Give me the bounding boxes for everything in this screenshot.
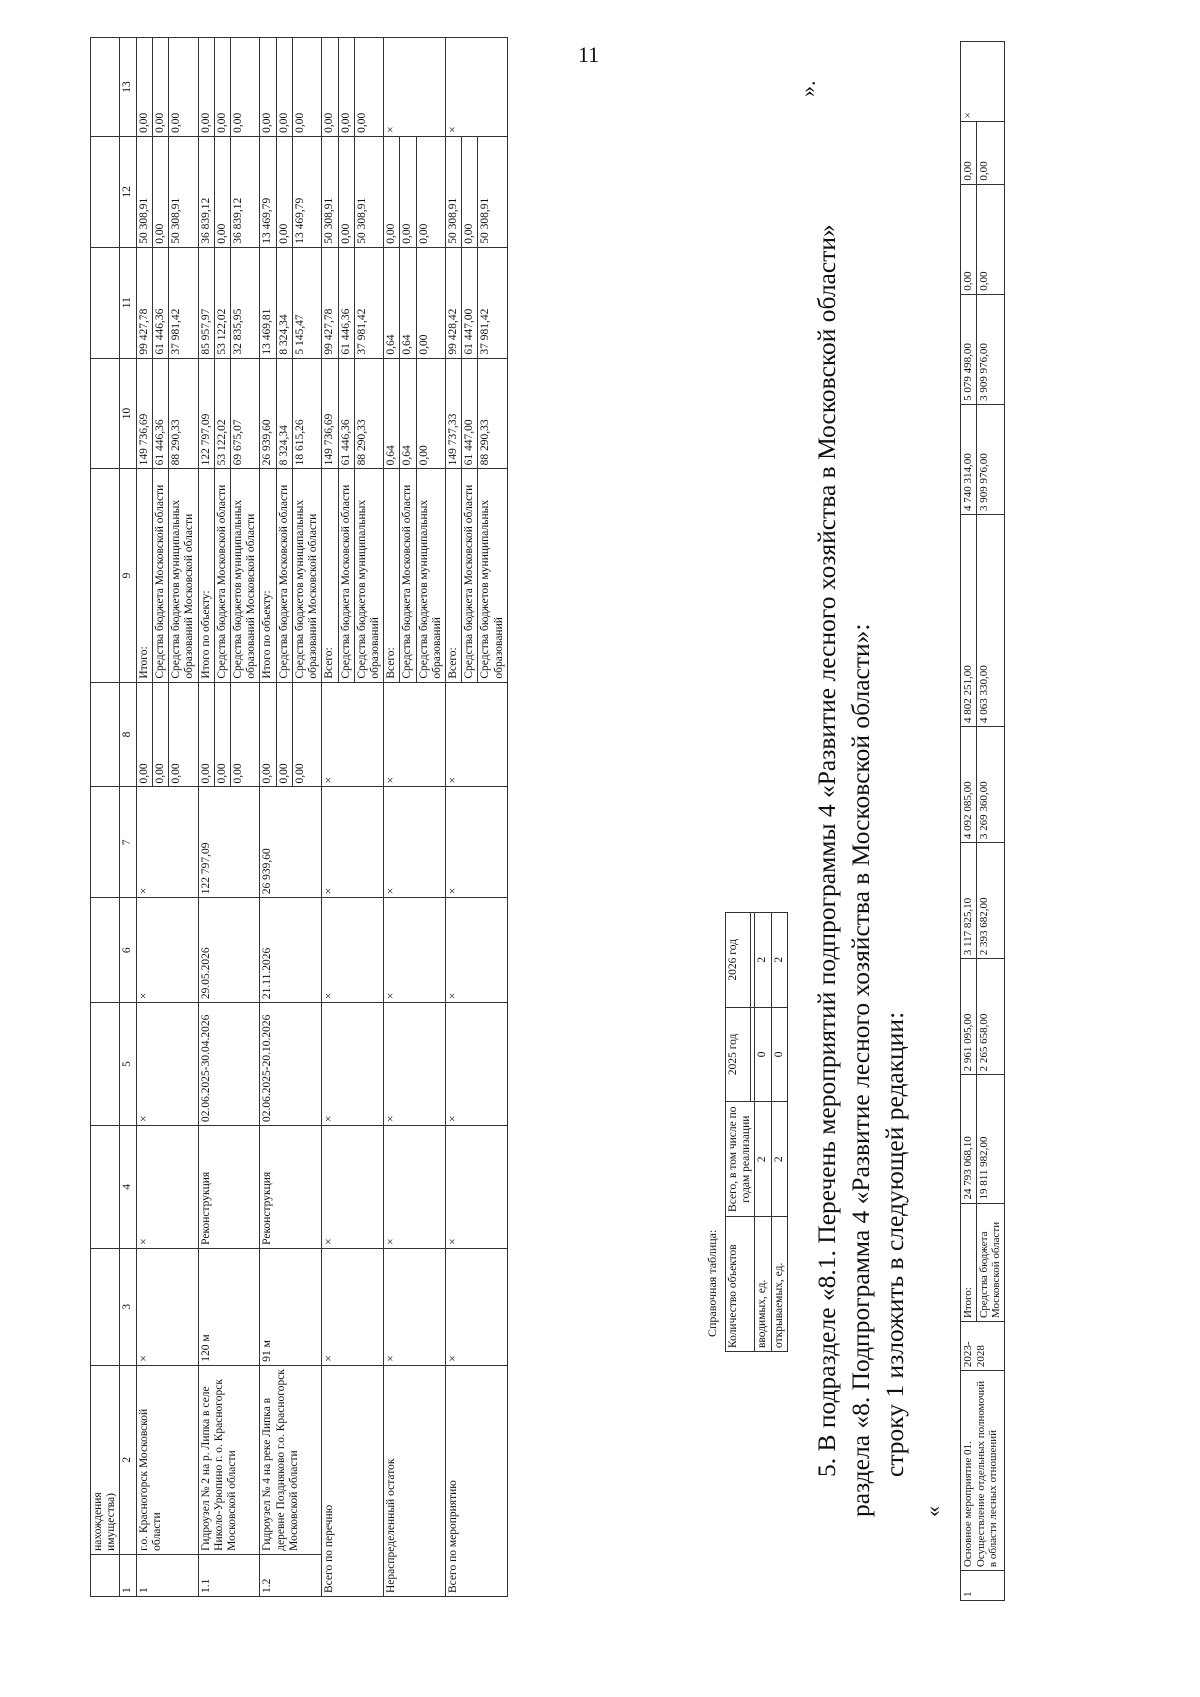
col8-value: ×	[384, 682, 446, 787]
amount: 0,64	[384, 358, 400, 469]
amount: 50 308,91	[136, 136, 152, 247]
work-period: ×	[322, 1003, 384, 1126]
commission-date: ×	[322, 898, 384, 1003]
finance-source: Итого по объекту:	[198, 469, 214, 682]
ref-cell: 2	[771, 913, 787, 1008]
opening-quote: «	[920, 1506, 945, 1517]
amount: 37 981,42	[354, 247, 383, 358]
fin-source: Итого:	[961, 1203, 977, 1322]
amount: 149 736,69	[322, 358, 338, 469]
amount: 0,00	[322, 38, 338, 137]
amount: 3 909 976,00	[976, 404, 1004, 514]
col-num: 1	[120, 1554, 136, 1596]
amount: 2 265 658,00	[976, 959, 1004, 1075]
amount: 3 117 825,10	[961, 843, 977, 959]
col8-value: 0,00	[276, 682, 292, 787]
amount: 88 290,33	[169, 358, 198, 469]
finance-source: Средства бюджета Московской области	[214, 469, 230, 682]
finance-source: Средства бюджета Московской области	[462, 469, 478, 682]
amount: 0,00	[961, 184, 977, 294]
main-table-body	[136, 38, 507, 1597]
amount: 0,64	[384, 247, 400, 358]
amount: 61 447,00	[462, 358, 478, 469]
finance-source: Средства бюджетов муниципальных образований	[354, 469, 383, 682]
col-num: 7	[120, 787, 136, 898]
amount: 61 446,36	[152, 247, 168, 358]
col13-value: ×	[384, 38, 446, 137]
finance-source: Итого по объекту:	[260, 469, 276, 682]
col-num: 11	[120, 247, 136, 358]
work-type: ×	[136, 1125, 198, 1248]
object-name: г.о. Красногорск Московской области	[136, 1365, 198, 1554]
activity-x: ×	[961, 42, 1005, 122]
amount: 4 092 085,00	[961, 726, 977, 842]
amount: 88 290,33	[478, 358, 507, 469]
amount: 0,00	[400, 136, 416, 247]
finance-source: Итого:	[136, 469, 152, 682]
finance-source: Средства бюджета Московской области	[152, 469, 168, 682]
amount: 149 736,69	[136, 358, 152, 469]
amount: 13 469,79	[260, 136, 276, 247]
col-num: 13	[120, 38, 136, 137]
page-number: 11	[578, 42, 600, 67]
amount: 99 427,78	[136, 247, 152, 358]
amount: 53 122,02	[214, 358, 230, 469]
ref-cell: 2	[755, 913, 771, 1008]
work-period: ×	[384, 1003, 446, 1126]
amount: 0,00	[416, 247, 445, 358]
amount: 24 793 068,10	[961, 1075, 977, 1203]
amount: 2 393 682,00	[976, 843, 1004, 959]
amount: 0,00	[276, 136, 292, 247]
amount: 36 839,12	[198, 136, 214, 247]
cost-limit: 26 939,60	[260, 787, 322, 898]
finance-source: Средства бюджетов муниципальных образований	[416, 469, 445, 682]
amount: 2 961 095,00	[961, 959, 977, 1075]
row-label: Нераспределенный остаток	[384, 1365, 446, 1596]
amount: 149 737,33	[446, 358, 462, 469]
table-row	[260, 38, 276, 1597]
amendment-paragraph	[810, 17, 912, 1517]
activity-name: Основное мероприятие 01. Осуществление отдельных полномочий в области лесных отношений	[961, 1371, 1005, 1571]
activity-years: 2023-2028	[961, 1322, 1005, 1371]
amount: 19 811 982,00	[976, 1075, 1004, 1203]
amount: 0,00	[276, 38, 292, 137]
amount: 0,00	[292, 38, 321, 137]
finance-source: Всего:	[384, 469, 400, 682]
object-length: 120 м	[198, 1248, 260, 1365]
amount: 0,00	[214, 38, 230, 137]
cost-limit: ×	[322, 787, 384, 898]
finance-source: Средства бюджетов муниципальных образований Московской области	[230, 469, 259, 682]
amount: 0,00	[416, 358, 445, 469]
amount: 4 802 251,00	[961, 515, 977, 727]
amount: 0,00	[152, 136, 168, 247]
finance-source: Средства бюджетов муниципальных образований	[478, 469, 507, 682]
object-length: ×	[322, 1248, 384, 1365]
object-name: Гидроузел № 2 на р. Липка в селе Николо-Урюпино г. о. Красногорск Московской области	[198, 1365, 260, 1554]
table-row	[446, 38, 462, 1597]
table-row	[198, 38, 214, 1597]
amount: 36 839,12	[230, 136, 259, 247]
amount: 0,00	[169, 38, 198, 137]
amount: 0,00	[462, 136, 478, 247]
amount: 8 324,34	[276, 358, 292, 469]
col-num: 3	[120, 1248, 136, 1365]
work-type: Реконструкция	[260, 1125, 322, 1248]
ref-cell: 2	[771, 1102, 787, 1217]
row-number: 1	[136, 1554, 198, 1596]
work-type: ×	[446, 1125, 508, 1248]
amount: 50 308,91	[354, 136, 383, 247]
ref-header: 2026 год	[726, 913, 751, 1008]
amount: 8 324,34	[276, 247, 292, 358]
col8-value: ×	[322, 682, 384, 787]
amount: 37 981,42	[478, 247, 507, 358]
col-num: 8	[120, 682, 136, 787]
row-number: 1.2	[260, 1554, 322, 1596]
amount: 0,00	[136, 38, 152, 137]
col8-value: 0,00	[292, 682, 321, 787]
amount: 3 909 976,00	[976, 294, 1004, 404]
table-row	[384, 38, 400, 1597]
object-length: ×	[384, 1248, 446, 1365]
amount: 5 079 498,00	[961, 294, 977, 404]
commission-date: ×	[446, 898, 508, 1003]
ref-header: 2025 год	[726, 1007, 751, 1102]
amount: 13 469,81	[260, 247, 276, 358]
amount: 3 269 360,00	[976, 726, 1004, 842]
col8-value: 0,00	[260, 682, 276, 787]
amount: 0,00	[198, 38, 214, 137]
amount: 0,00	[152, 38, 168, 137]
col8-value: 0,00	[136, 682, 152, 787]
paragraph-line: строку 1 изложить в следующей редакции:	[880, 1011, 909, 1477]
amount: 50 308,91	[322, 136, 338, 247]
amount: 88 290,33	[354, 358, 383, 469]
amount: 0,00	[214, 136, 230, 247]
amount: 122 797,09	[198, 358, 214, 469]
ref-cell: открываемых, ед.	[771, 1217, 787, 1352]
amount: 50 308,91	[446, 136, 462, 247]
amount: 0,00	[338, 136, 354, 247]
amount: 4 063 330,00	[976, 515, 1004, 727]
amount: 85 957,97	[198, 247, 214, 358]
amount: 0,00	[976, 184, 1004, 294]
col8-value: 0,00	[214, 682, 230, 787]
amount: 13 469,79	[292, 136, 321, 247]
ref-header: Количество объектов	[726, 1217, 755, 1352]
amount: 0,00	[260, 38, 276, 137]
col8-value: 0,00	[169, 682, 198, 787]
amount: 26 939,60	[260, 358, 276, 469]
activity-table	[960, 41, 1005, 1601]
header-row	[91, 38, 120, 1597]
paragraph-line: 5. В подразделе «8.1. Перечень мероприятий подпрограммы 4 «Развитие лесного хозяйства в Московской области»	[812, 224, 841, 1477]
object-length: ×	[446, 1248, 508, 1365]
amount: 0,00	[384, 136, 400, 247]
fin-source: Средства бюджета Московской области	[976, 1203, 1004, 1322]
closing-quote: ».	[795, 80, 820, 97]
finance-source: Всего:	[322, 469, 338, 682]
col-num: 10	[120, 358, 136, 469]
reference-caption: Справочная таблица:	[705, 1229, 719, 1337]
amount: 5 145,47	[292, 247, 321, 358]
table-row	[136, 38, 152, 1597]
finance-source: Средства бюджета Московской области	[400, 469, 416, 682]
commission-date: ×	[384, 898, 446, 1003]
cost-limit: ×	[446, 787, 508, 898]
table-row	[322, 38, 338, 1597]
finance-source: Средства бюджетов муниципальных образований Московской области	[169, 469, 198, 682]
column-numbers-row	[120, 38, 136, 1597]
ref-cell: 2	[755, 1102, 771, 1217]
reference-row	[755, 913, 771, 1352]
ref-cell: 0	[771, 1007, 787, 1102]
amount: 61 446,36	[338, 247, 354, 358]
ref-cell: вводимых, ед.	[755, 1217, 771, 1352]
activity-num: 1	[961, 1571, 1005, 1601]
amount: 50 308,91	[478, 136, 507, 247]
work-type: ×	[384, 1125, 446, 1248]
col-num: 12	[120, 136, 136, 247]
finance-source: Средства бюджетов муниципальных образований Московской области	[292, 469, 321, 682]
amount: 37 981,42	[169, 247, 198, 358]
col-num: 9	[120, 469, 136, 682]
ref-cell: 0	[755, 1007, 771, 1102]
amount: 18 615,26	[292, 358, 321, 469]
finance-source: Всего:	[446, 469, 462, 682]
reference-header-row	[726, 913, 751, 1352]
col-num: 2	[120, 1365, 136, 1554]
amount: 61 447,00	[462, 247, 478, 358]
reference-table	[725, 912, 788, 1352]
work-period: 02.06.2025-20.10.2026	[260, 1003, 322, 1126]
work-type: ×	[322, 1125, 384, 1248]
amount: 4 740 314,00	[961, 404, 977, 514]
activity-row	[961, 42, 977, 1601]
work-period: 02.06.2025-30.04.2026	[198, 1003, 260, 1126]
main-table	[90, 37, 508, 1597]
amount: 99 428,42	[446, 247, 462, 358]
amount: 32 835,95	[230, 247, 259, 358]
finance-source: Средства бюджета Московской области	[276, 469, 292, 682]
row-number: 1.1	[198, 1554, 260, 1596]
amount: 99 427,78	[322, 247, 338, 358]
col-num: 4	[120, 1125, 136, 1248]
object-length: 91 м	[260, 1248, 322, 1365]
commission-date: 21.11.2026	[260, 898, 322, 1003]
amount: 0,64	[400, 247, 416, 358]
amount: 0,00	[416, 136, 445, 247]
header-line: имущества)	[105, 1493, 118, 1551]
row-label: Всего по перечню	[322, 1365, 384, 1596]
amount: 61 446,36	[338, 358, 354, 469]
col8-value: 0,00	[152, 682, 168, 787]
col-num: 6	[120, 898, 136, 1003]
cost-limit: ×	[136, 787, 198, 898]
col8-value: 0,00	[198, 682, 214, 787]
amount: 0,00	[976, 122, 1004, 184]
work-period: ×	[136, 1003, 198, 1126]
amount: 0,00	[338, 38, 354, 137]
object-length: ×	[136, 1248, 198, 1365]
cost-limit: 122 797,09	[198, 787, 260, 898]
header-fragment	[91, 1365, 120, 1554]
amount: 69 675,07	[230, 358, 259, 469]
paragraph-line: раздела «8. Подпрограмма 4 «Развитие лесного хозяйства в Московской области»:	[846, 623, 875, 1517]
amount: 0,00	[354, 38, 383, 137]
commission-date: ×	[136, 898, 198, 1003]
finance-source: Средства бюджета Московской области	[338, 469, 354, 682]
object-name: Гидроузел № 4 на реке Липка в деревне Поздняково г.о. Красногорск Московской области	[260, 1365, 322, 1554]
row-label: Всего по мероприятию	[446, 1365, 508, 1596]
ref-header: Всего, в том числе по годам реализации	[726, 1102, 755, 1217]
amount: 53 122,02	[214, 247, 230, 358]
col8-value: ×	[446, 682, 508, 787]
amount: 0,64	[400, 358, 416, 469]
commission-date: 29.05.2026	[198, 898, 260, 1003]
amount: 50 308,91	[169, 136, 198, 247]
header-line: нахождения	[92, 1492, 104, 1551]
col13-value: ×	[446, 38, 508, 137]
amount: 61 446,36	[152, 358, 168, 469]
work-type: Реконструкция	[198, 1125, 260, 1248]
amount: 0,00	[961, 122, 977, 184]
cost-limit: ×	[384, 787, 446, 898]
work-period: ×	[446, 1003, 508, 1126]
col8-value: 0,00	[230, 682, 259, 787]
amount: 0,00	[230, 38, 259, 137]
reference-row	[771, 913, 787, 1352]
col-num: 5	[120, 1003, 136, 1126]
